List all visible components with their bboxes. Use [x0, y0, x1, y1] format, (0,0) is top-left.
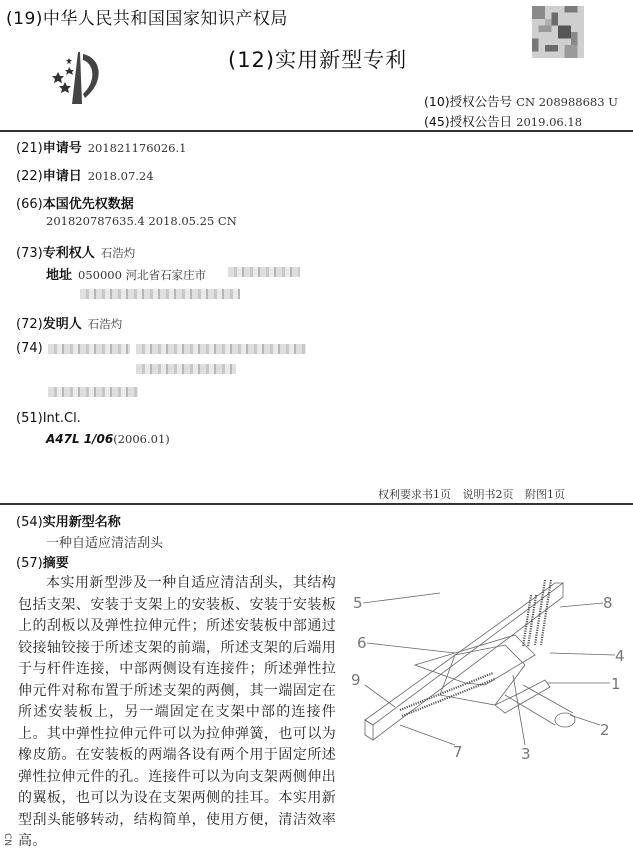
- figure-label-9: 9: [351, 671, 361, 689]
- int-cl-version: (2006.01): [113, 432, 170, 446]
- field-code: (22): [16, 169, 43, 184]
- cnipa-logo: [50, 48, 105, 106]
- figure-label-8: 8: [603, 594, 613, 612]
- publication-date-value: 2019.06.18: [516, 115, 583, 129]
- utility-model-title-heading: [16, 511, 121, 530]
- redacted-agent: [48, 387, 138, 397]
- address: [46, 264, 206, 283]
- filing-date: [16, 165, 154, 184]
- field-name: 本国优先权数据: [42, 197, 134, 212]
- int-cl-class: A47L 1/06: [46, 432, 114, 446]
- figure-label-3: 3: [521, 745, 531, 763]
- field-name: 申请号: [42, 141, 82, 156]
- field-code: (54): [16, 515, 43, 530]
- int-cl-value: [46, 432, 170, 446]
- inventor: [16, 313, 122, 332]
- field-value: 050000 河北省石家庄市: [78, 268, 207, 282]
- abstract-heading: [16, 552, 69, 571]
- figure-label-5: 5: [353, 594, 363, 612]
- figure-label-7: 7: [453, 743, 463, 761]
- section-divider: [0, 503, 633, 505]
- patentee: [16, 242, 135, 261]
- publication-date: [424, 112, 582, 130]
- field-code: (74): [16, 341, 43, 356]
- margin-mark: CN: [2, 833, 12, 847]
- agency: [16, 341, 43, 356]
- field-code: (66): [16, 197, 43, 212]
- abstract-body: [18, 573, 336, 853]
- field-name: 申请日: [42, 169, 82, 184]
- document-type: (12)实用新型专利: [228, 48, 408, 72]
- priority-value: 201820787635.4 2018.05.25 CN: [46, 214, 237, 228]
- field-name: Int.Cl.: [42, 411, 81, 426]
- field-value: 石浩灼: [87, 317, 123, 331]
- figure-label-6: 6: [357, 634, 367, 652]
- publication-number: [424, 92, 618, 110]
- figure-label-4: 4: [615, 647, 625, 665]
- figure-label-1: 1: [611, 675, 621, 693]
- utility-model-title: 一种自适应清洁刮头: [46, 536, 164, 551]
- redacted-address-2: [80, 289, 240, 299]
- abstract-text: 本实用新型涉及一种自适应清洁刮头，其结构包括支架、安装于支架上的安装板、安装于安装板上的刮板以及弹性拉伸元件；所述安装板中部通过铰接轴铰接于所述支架的前端，所述支架的后端用于与杆件连接，中部两侧设有连接件；所述弹性拉伸元件对称布置于所述支架的两侧，其一端固定在所述安装板上，另一端固定在支架中部的连接件上。其中弹性拉伸元件可以为拉伸弹簧，也可以为橡皮筋。在安装板的两端各设有两个用于固定所述弹性拉伸元件的孔。连接件可以为向支架两侧伸出的翼板，也可以为设在支架两侧的挂耳。本实用新型刮头能够转动，结构简单，使用方便，清洁效率高。: [18, 575, 336, 849]
- int-cl: [16, 411, 81, 426]
- field-code: (57): [16, 556, 43, 571]
- redacted-address-1: [228, 267, 300, 277]
- figure-label-2: 2: [600, 721, 610, 739]
- publication-number-value: CN 208988683 U: [516, 95, 618, 109]
- redacted-agency-code: [136, 364, 236, 374]
- redacted-agency-detail: [136, 344, 306, 354]
- patent-drawing: [345, 575, 633, 775]
- field-name: 发明人: [42, 317, 82, 332]
- publication-date-label: (45)授权公告日: [424, 114, 513, 129]
- field-name: 实用新型名称: [42, 515, 121, 530]
- application-number: [16, 137, 186, 156]
- qr-code-icon: [532, 6, 584, 58]
- field-name: 地址: [46, 268, 73, 283]
- redacted-agency-name: [48, 344, 130, 354]
- field-code: (72): [16, 317, 43, 332]
- field-name: 专利权人: [42, 246, 95, 261]
- field-code: (73): [16, 246, 43, 261]
- priority-data: [16, 193, 134, 212]
- field-name: 摘要: [42, 556, 69, 571]
- field-code: (51): [16, 411, 43, 426]
- field-code: (21): [16, 141, 43, 156]
- page-counts: 权利要求书1页 说明书2页 附图1页: [378, 488, 565, 501]
- field-value: 201821176026.1: [87, 141, 187, 155]
- header-divider: [0, 130, 633, 132]
- field-value: 2018.07.24: [87, 169, 154, 183]
- publication-number-label: (10)授权公告号: [424, 94, 513, 109]
- field-value: 石浩灼: [100, 246, 136, 260]
- office-name: (19)中华人民共和国国家知识产权局: [6, 9, 288, 29]
